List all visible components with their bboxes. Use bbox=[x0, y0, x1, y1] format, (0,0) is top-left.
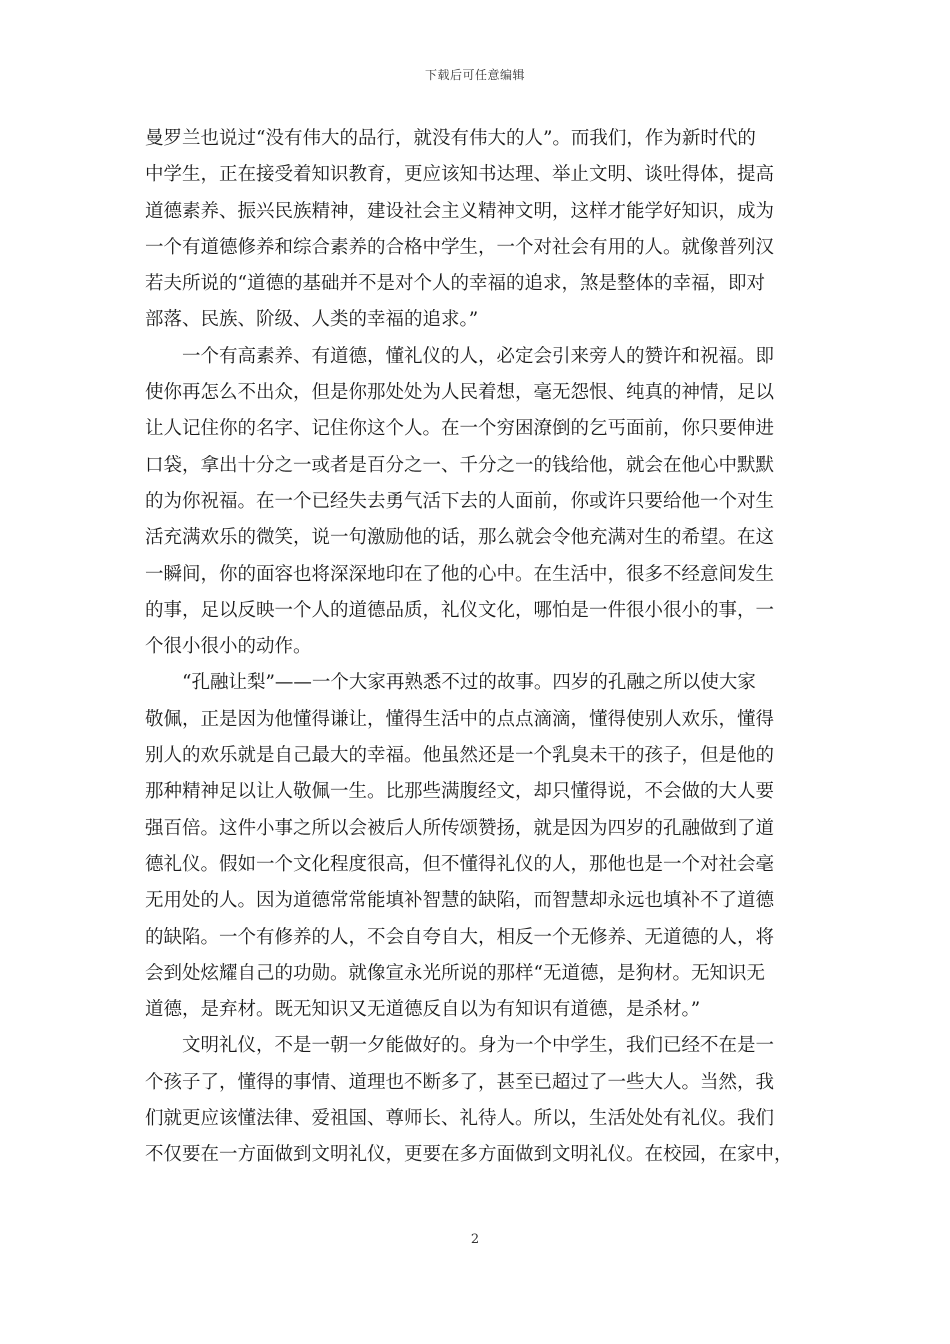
text-line: “孔融让梨”——一个大家再熟悉不过的故事。四岁的孔融之所以使大家 bbox=[182, 672, 756, 694]
text-line: 的事，足以反映一个人的道德品质，礼仪文化，哪怕是一件很小很小的事，一 bbox=[145, 599, 775, 621]
text-line: 无用处的人。因为道德常常能填补智慧的缺陷，而智慧却永远也填补不了道德 bbox=[145, 890, 775, 912]
text-line: 口袋，拿出十分之一或者是百分之一、千分之一的钱给他，就会在他心中默默 bbox=[145, 454, 775, 476]
text-line: 会到处炫耀自己的功勋。就像宣永光所说的那样“无道德，是狗材。无知识无 bbox=[145, 962, 765, 984]
text-line: 一瞬间，你的面容也将深深地印在了他的心中。在生活中，很多不经意间发生 bbox=[145, 563, 775, 585]
text-line: 们就更应该懂法律、爱祖国、尊师长、礼待人。所以，生活处处有礼仪。我们 bbox=[145, 1108, 775, 1130]
text-line: 文明礼仪，不是一朝一夕能做好的。身为一个中学生，我们已经不在是一 bbox=[182, 1035, 775, 1057]
text-line: 道德素养、振兴民族精神，建设社会主义精神文明，这样才能学好知识，成为 bbox=[145, 200, 775, 222]
text-line: 若夫所说的“道德的基础并不是对个人的幸福的追求，煞是整体的幸福，即对 bbox=[145, 273, 765, 295]
text-line: 活充满欢乐的微笑，说一句激励他的话，那么就会令他充满对生的希望。在这 bbox=[145, 527, 775, 549]
text-line: 道德，是弃材。既无知识又无道德反自以为有知识有道德，是杀材。” bbox=[145, 999, 701, 1021]
text-line: 个孩子了，懂得的事情、道理也不断多了，甚至已超过了一些大人。当然，我 bbox=[145, 1071, 775, 1093]
text-line: 让人记住你的名字、记住你这个人。在一个穷困潦倒的乞丐面前，你只要伸进 bbox=[145, 418, 775, 440]
text-line: 中学生，正在接受着知识教育，更应该知书达理、举止文明、谈吐得体，提高 bbox=[145, 164, 775, 186]
text-line: 部落、民族、阶级、人类的幸福的追求。” bbox=[145, 309, 479, 331]
page-header: 下载后可任意编辑 bbox=[424, 68, 525, 82]
text-line: 别人的欢乐就是自己最大的幸福。他虽然还是一个乳臭未干的孩子，但是他的 bbox=[145, 745, 775, 767]
text-line: 德礼仪。假如一个文化程度很高，但不懂得礼仪的人，那他也是一个对社会毫 bbox=[145, 853, 775, 875]
text-line: 曼罗兰也说过“没有伟大的品行，就没有伟大的人”。而我们，作为新时代的 bbox=[145, 128, 756, 149]
text-line: 强百倍。这件小事之所以会被后人所传颂赞扬，就是因为四岁的孔融做到了道 bbox=[145, 817, 775, 839]
document-body bbox=[145, 121, 809, 1174]
page-number: 2 bbox=[470, 1232, 480, 1247]
text-line: 敬佩，正是因为他懂得谦让，懂得生活中的点点滴滴，懂得使别人欢乐，懂得 bbox=[145, 708, 775, 730]
text-line: 的为你祝福。在一个已经失去勇气活下去的人面前，你或许只要给他一个对生 bbox=[145, 490, 775, 512]
text-line: 使你再怎么不出众，但是你那处处为人民着想，毫无怨恨、纯真的神情，足以 bbox=[145, 382, 775, 404]
text-line: 一个有高素养、有道德，懂礼仪的人，必定会引来旁人的赞许和祝福。即 bbox=[182, 345, 775, 367]
text-line: 的缺陷。一个有修养的人，不会自夸自大，相反一个无修养、无道德的人，将 bbox=[145, 926, 775, 948]
text-line: 一个有道德修养和综合素养的合格中学生，一个对社会有用的人。就像普列汉 bbox=[145, 236, 775, 258]
text-line: 个很小很小的动作。 bbox=[145, 636, 312, 658]
text-line: 那种精神足以让人敬佩一生。比那些满腹经文，却只懂得说，不会做的大人要 bbox=[145, 781, 775, 803]
text-line: 不仅要在一方面做到文明礼仪，更要在多方面做到文明礼仪。在校园，在家中， bbox=[145, 1144, 793, 1166]
